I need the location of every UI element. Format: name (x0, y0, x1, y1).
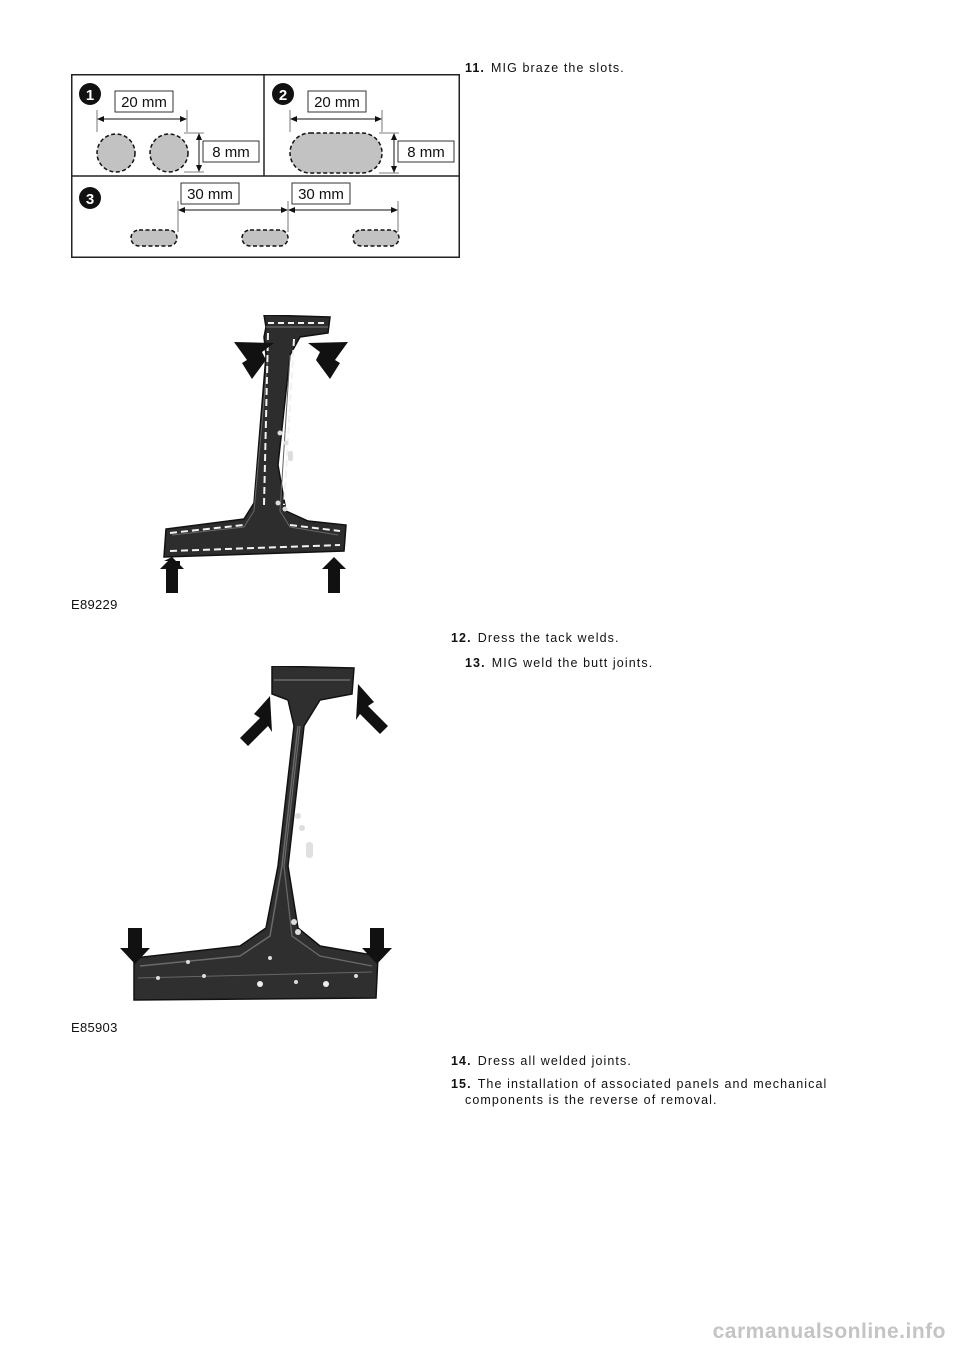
panel-3-label: 3 (85, 191, 95, 208)
panel-2-label: 2 (278, 87, 288, 104)
panel-3-pitch-1: 30 mm (187, 186, 233, 203)
figure-code: E85903 (71, 1020, 118, 1035)
step-text-continued: components is the reverse of removal. (465, 1093, 718, 1107)
step-11 (465, 60, 625, 76)
step-number: 11. (465, 61, 485, 75)
figure-code: E89229 (71, 597, 118, 612)
panel-1-label: 1 (85, 87, 95, 104)
step-15 (451, 1076, 827, 1108)
b-pillar-braze-figure (160, 315, 360, 595)
panel-2-height: 8 mm (407, 144, 445, 161)
watermark: carmanualsonline.info (712, 1320, 946, 1343)
step-text: Dress the tack welds. (477, 631, 620, 645)
panel-2-width: 20 mm (314, 94, 360, 111)
step-13 (465, 655, 653, 671)
step-number: 14. (451, 1054, 472, 1068)
step-text: The installation of associated panels and mechanical (477, 1077, 828, 1091)
panel-3-pitch-2: 30 mm (298, 186, 344, 203)
step-number: 12. (451, 631, 472, 645)
step-text: Dress all welded joints. (477, 1054, 632, 1068)
slot-dimensions-diagram (71, 74, 460, 258)
b-pillar-butt-joint-figure (120, 666, 395, 1006)
step-12 (451, 630, 620, 646)
panel-1-height: 8 mm (212, 144, 250, 161)
step-number: 15. (451, 1077, 472, 1091)
step-text: MIG braze the slots. (491, 61, 625, 75)
step-14 (451, 1053, 632, 1069)
step-text: MIG weld the butt joints. (491, 656, 654, 670)
step-number: 13. (465, 656, 486, 670)
panel-1-width: 20 mm (121, 94, 167, 111)
